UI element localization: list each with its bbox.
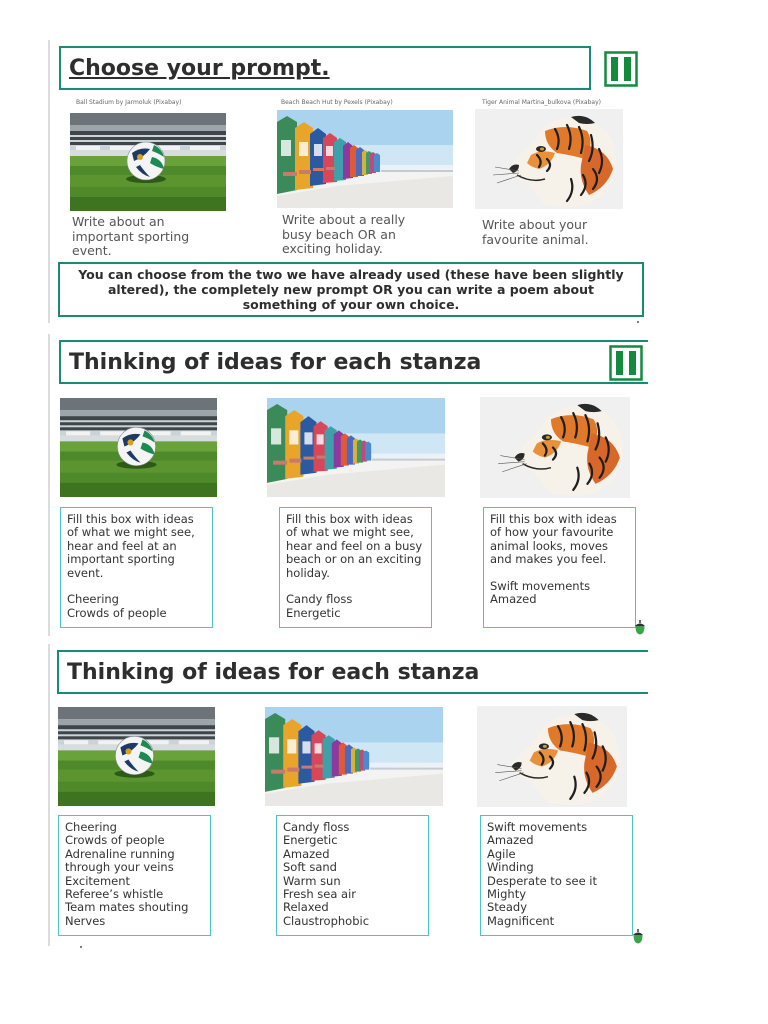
football-stadium-image bbox=[60, 398, 217, 497]
idea-item: Energetic bbox=[283, 833, 338, 848]
ideas-instruction: Fill this box with ideas of how your favourite animal looks, moves and makes you feel. bbox=[490, 512, 617, 567]
idea-item: Warm sun bbox=[283, 873, 341, 888]
pause-icon[interactable] bbox=[604, 51, 638, 87]
slide-edge bbox=[48, 40, 50, 323]
ideas-box-sporting[interactable] bbox=[58, 815, 211, 936]
idea-item: Fresh sea air bbox=[283, 887, 357, 902]
ideas-instruction: Fill this box with ideas of what we might see, hear and feel at an important sporting event. bbox=[67, 512, 195, 580]
prompt-favourite-animal: Write about your favourite animal. bbox=[482, 217, 589, 247]
prompt-sporting-event: Write about an important sporting event. bbox=[72, 214, 190, 258]
idea-item: Swift movements bbox=[487, 820, 588, 834]
ideas-box-animal[interactable] bbox=[483, 507, 636, 628]
idea-item: Crowds of people bbox=[65, 833, 165, 848]
slide3-title: Thinking of ideas for each stanza bbox=[67, 659, 480, 685]
slide-edge bbox=[48, 334, 50, 636]
choice-note: You can choose from the two we have already used (these have been slightly altered), the completely new prompt OR you can write a poem about something of your own choice. bbox=[58, 262, 644, 317]
prompt-busy-beach: Write about a really busy beach OR an exciting holiday. bbox=[282, 212, 406, 256]
idea-item: Desperate to see it bbox=[487, 873, 598, 888]
image-credit: Tiger Animal Martina_bulkova (Pixabay) bbox=[482, 99, 601, 106]
acorn-icon bbox=[633, 619, 647, 635]
idea-item: Agile bbox=[487, 846, 516, 861]
ideas-box-beach[interactable] bbox=[279, 507, 432, 628]
beach-huts-image bbox=[265, 707, 443, 806]
slide1-title-box bbox=[59, 46, 591, 90]
idea-item: Team mates shouting bbox=[65, 900, 189, 915]
idea-item: Mighty bbox=[487, 887, 527, 902]
idea-item: Candy floss bbox=[286, 592, 353, 607]
idea-item: Cheering bbox=[67, 592, 119, 607]
beach-huts-image bbox=[267, 398, 445, 497]
slide1-title: Choose your prompt. bbox=[69, 55, 330, 81]
tiger-drawing-image bbox=[480, 397, 630, 498]
football-stadium-image bbox=[70, 113, 226, 211]
stray-mark bbox=[80, 946, 82, 948]
idea-item: Swift movements bbox=[490, 579, 591, 594]
football-stadium-image bbox=[58, 707, 215, 806]
acorn-icon bbox=[631, 928, 645, 944]
beach-huts-image bbox=[277, 110, 453, 208]
idea-item: Claustrophobic bbox=[283, 913, 370, 928]
slide2-title: Thinking of ideas for each stanza bbox=[69, 349, 482, 375]
ideas-box-beach[interactable] bbox=[276, 815, 429, 936]
image-credit: Beach Beach Hut by Pexels (Pixabay) bbox=[281, 99, 393, 106]
idea-item: Amazed bbox=[487, 833, 534, 848]
slide3-title-box bbox=[57, 650, 648, 694]
pause-icon[interactable] bbox=[609, 345, 643, 381]
image-credit: Ball Stadium by Jarmoluk (Pixabay) bbox=[76, 99, 182, 106]
idea-item: Energetic bbox=[286, 605, 341, 620]
tiger-drawing-image bbox=[475, 109, 623, 209]
idea-item: Adrenaline running bbox=[65, 846, 175, 861]
idea-item: Crowds of people bbox=[67, 605, 167, 620]
idea-item: Amazed bbox=[283, 846, 330, 861]
idea-item: Nerves bbox=[65, 913, 106, 928]
stray-mark bbox=[637, 321, 639, 323]
idea-item: Soft sand bbox=[283, 860, 337, 875]
idea-item: Excitement bbox=[65, 873, 131, 888]
idea-item: Referee’s whistle bbox=[65, 887, 164, 902]
ideas-box-animal[interactable] bbox=[480, 815, 633, 936]
ideas-instruction: Fill this box with ideas of what we might see, hear and feel on a busy beach or on an exciting holiday. bbox=[286, 512, 423, 580]
idea-item: Relaxed bbox=[283, 900, 329, 915]
idea-item: Candy floss bbox=[283, 820, 350, 834]
idea-item: Amazed bbox=[490, 592, 537, 607]
idea-item: Steady bbox=[487, 900, 528, 915]
idea-item: through your veins bbox=[65, 860, 174, 875]
idea-item: Cheering bbox=[65, 820, 117, 834]
tiger-drawing-image bbox=[477, 706, 627, 807]
slide-edge bbox=[48, 644, 50, 946]
slide2-title-box bbox=[59, 340, 648, 384]
idea-item: Magnificent bbox=[487, 913, 555, 928]
idea-item: Winding bbox=[487, 860, 534, 875]
ideas-box-sporting[interactable] bbox=[60, 507, 213, 628]
